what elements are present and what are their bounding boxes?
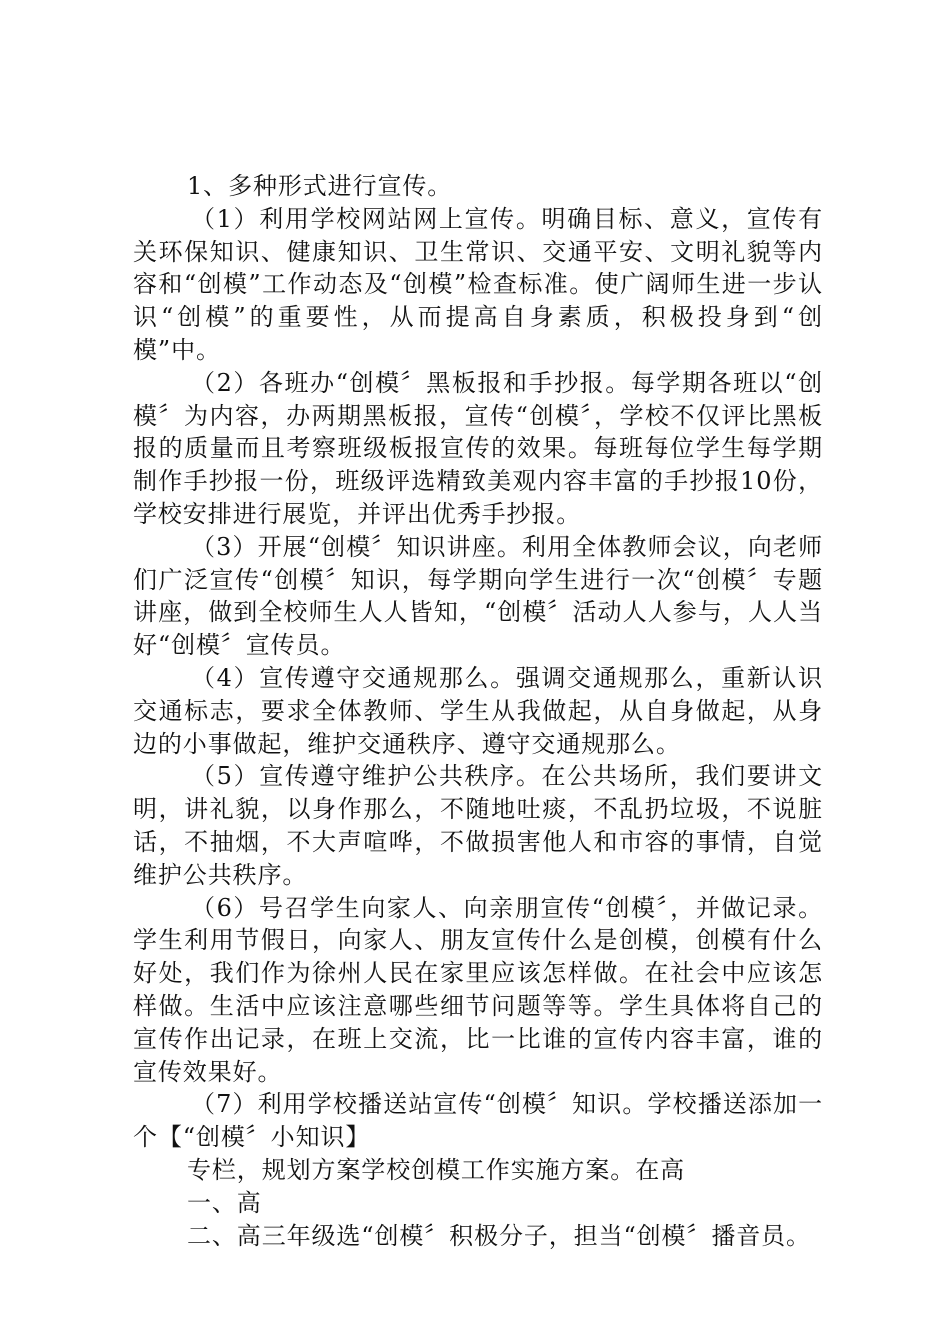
paragraph-item-4: （4）宣传遵守交通规那么。强调交通规那么，重新认识交通标志，要求全体教师、学生从我做起，从自身做起，从身边的小事做起，维护交通秩序、遵守交通规那么。 (133, 663, 823, 758)
paragraph-item-5: （5）宣传遵守维护公共秩序。在公共场所，我们要讲文明，讲礼貌，以身作那么，不随地吐痰，不乱扔垃圾，不说脏话，不抽烟，不大声喧哗，不做损害他人和市容的事情，自觉维护公共秩序。 (133, 762, 823, 889)
paragraph-item-3: （3）开展“创模〞知识讲座。利用全体教师会议，向老师们广泛宣传“创模〞知识，每学期向学生进行一次“创模〞专题讲座，做到全校师生人人皆知，“创模〞活动人人参与，人人当好“创模〞宣传员。 (133, 532, 823, 660)
paragraph-item-1: （1）利用学校网站网上宣传。明确目标、意义，宣传有关环保知识、健康知识、卫生常识、交通平安、文明礼貌等内容和“创模”工作动态及“创模”检查标准。使广阔师生进一步认识“创模”的重要性，从而提高自身素质，积极投身到“创模”中。 (133, 204, 823, 364)
paragraph-column-note: 专栏，规划方案学校创模工作实施方案。在高 (187, 1155, 685, 1184)
section-heading: 1、多种形式进行宣传。 (187, 172, 453, 200)
paragraph-item-6: （6）号召学生向家人、向亲朋宣传“创模〞，并做记录。学生利用节假日，向家人、朋友宣传什么是创模，创模有什么好处，我们作为徐州人民在家里应该怎样做。在社会中应该怎样做。生活中应该注意哪些细节问题等等。学生具体将自己的宣传作出记录，在班上交流，比一比谁的宣传内容丰富，谁的宣传效果好。 (133, 893, 823, 1086)
paragraph-item-7: （7）利用学校播送站宣传“创模〞知识。学校播送添加一个【“创模〞小知识】 (133, 1090, 823, 1152)
document-body (133, 170, 823, 1252)
paragraph-list-one: 一、高 (187, 1188, 262, 1217)
paragraph-list-two: 二、高三年级选“创模〞积极分子，担当“创模〞播音员。 (187, 1221, 811, 1250)
paragraph-item-2: （2）各班办“创模〞黑板报和手抄报。每学期各班以“创模〞为内容，办两期黑板报，宣传“创模〞，学校不仅评比黑板报的质量而且考察班级板报宣传的效果。每班每位学生每学期制作手抄报一份，班级评选精致美观内容丰富的手抄报10份，学校安排进行展览，并评出优秀手抄报。 (133, 368, 823, 528)
